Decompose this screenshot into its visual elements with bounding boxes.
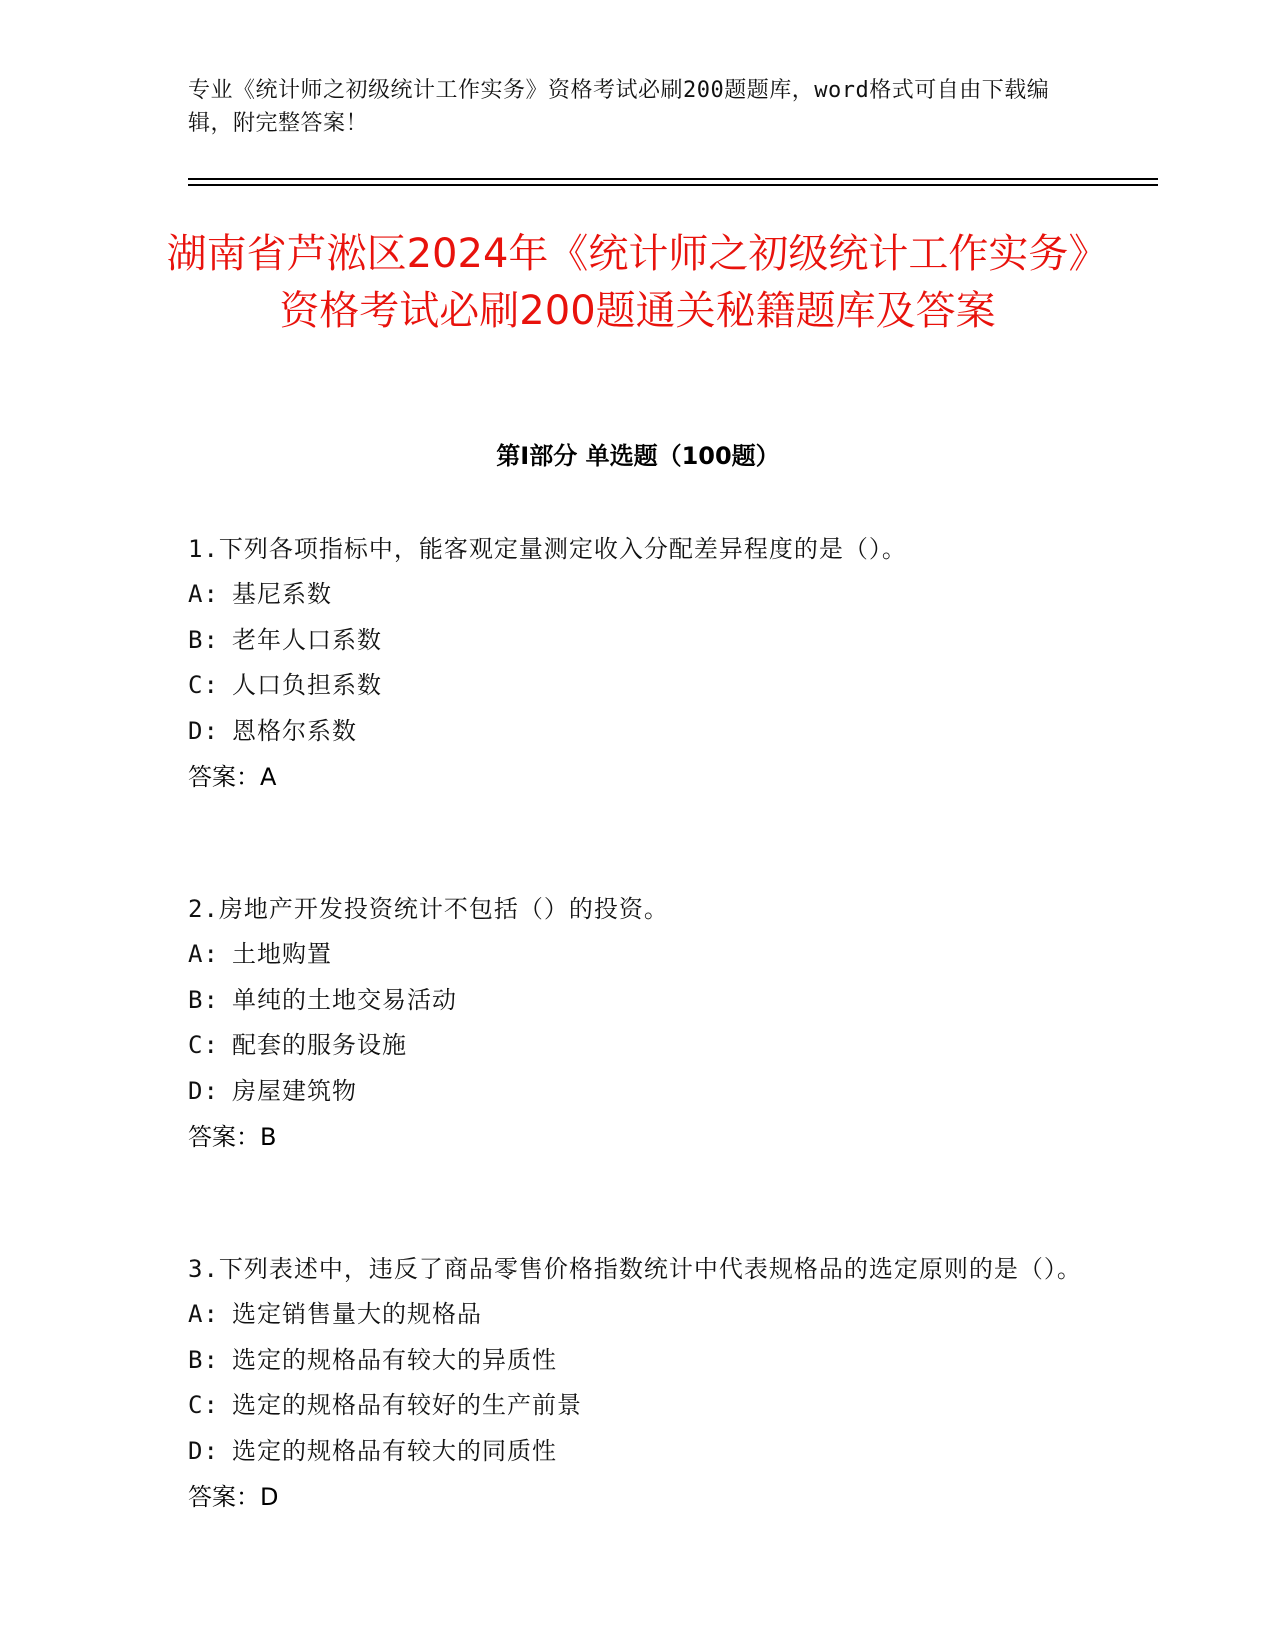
option-a xyxy=(188,932,1088,978)
document-title: 湖南省芦淞区2024年《统计师之初级统计工作实务》资格考试必刷200题通关秘籍题库及答案 xyxy=(166,231,1109,334)
option-d xyxy=(188,1069,1088,1115)
option-a xyxy=(188,572,1088,618)
question-1 xyxy=(188,526,1088,800)
option-letter: A: xyxy=(188,1300,219,1328)
option-letter: A: xyxy=(188,940,219,968)
header-note: 专业《统计师之初级统计工作实务》资格考试必刷200题题库，word格式可自由下载编辑，附完整答案！ xyxy=(188,78,1050,136)
option-letter: C: xyxy=(188,1031,219,1059)
question-2 xyxy=(188,886,1088,1160)
option-c xyxy=(188,663,1088,709)
option-text: 房屋建筑物 xyxy=(232,1076,357,1105)
option-text: 恩格尔系数 xyxy=(232,716,357,745)
option-text: 配套的服务设施 xyxy=(232,1031,407,1059)
question-list xyxy=(188,526,1088,1520)
option-letter: D: xyxy=(188,1076,219,1105)
option-text: 土地购置 xyxy=(232,940,332,968)
option-text: 选定销售量大的规格品 xyxy=(232,1300,482,1328)
option-c xyxy=(188,1383,1088,1429)
option-b xyxy=(188,618,1088,664)
header-rule-top xyxy=(188,178,1158,180)
option-text: 基尼系数 xyxy=(232,580,332,608)
option-a xyxy=(188,1292,1088,1338)
option-c xyxy=(188,1023,1088,1069)
header-rule-bottom xyxy=(188,184,1158,186)
question-stem: 1.下列各项指标中，能客观定量测定收入分配差异程度的是（）。 xyxy=(188,535,907,563)
option-text: 单纯的土地交易活动 xyxy=(232,985,457,1014)
option-letter: D: xyxy=(188,1436,219,1465)
answer-line: 答案：A xyxy=(188,763,277,791)
question-stem: 3.下列表述中，违反了商品零售价格指数统计中代表规格品的选定原则的是（）。 xyxy=(188,1255,1082,1283)
option-letter: A: xyxy=(188,580,219,608)
question-3 xyxy=(188,1246,1088,1520)
option-b xyxy=(188,1338,1088,1384)
answer-line: 答案：D xyxy=(188,1483,279,1511)
question-stem: 2.房地产开发投资统计不包括（）的投资。 xyxy=(188,895,669,923)
option-text: 老年人口系数 xyxy=(232,625,382,654)
answer-line: 答案：B xyxy=(188,1123,277,1151)
option-letter: B: xyxy=(188,985,219,1014)
option-letter: D: xyxy=(188,716,219,745)
question-spacer xyxy=(188,800,1088,886)
option-letter: C: xyxy=(188,1391,219,1419)
option-letter: B: xyxy=(188,1345,219,1374)
option-b xyxy=(188,978,1088,1024)
option-text: 人口负担系数 xyxy=(232,671,382,699)
option-d xyxy=(188,1429,1088,1475)
option-text: 选定的规格品有较好的生产前景 xyxy=(232,1391,582,1419)
option-letter: C: xyxy=(188,671,219,699)
option-text: 选定的规格品有较大的同质性 xyxy=(232,1436,557,1465)
question-spacer xyxy=(188,1160,1088,1246)
section-title: 第Ⅰ部分 单选题（100题） xyxy=(496,442,780,470)
option-text: 选定的规格品有较大的异质性 xyxy=(232,1345,557,1374)
option-d xyxy=(188,709,1088,755)
option-letter: B: xyxy=(188,625,219,654)
